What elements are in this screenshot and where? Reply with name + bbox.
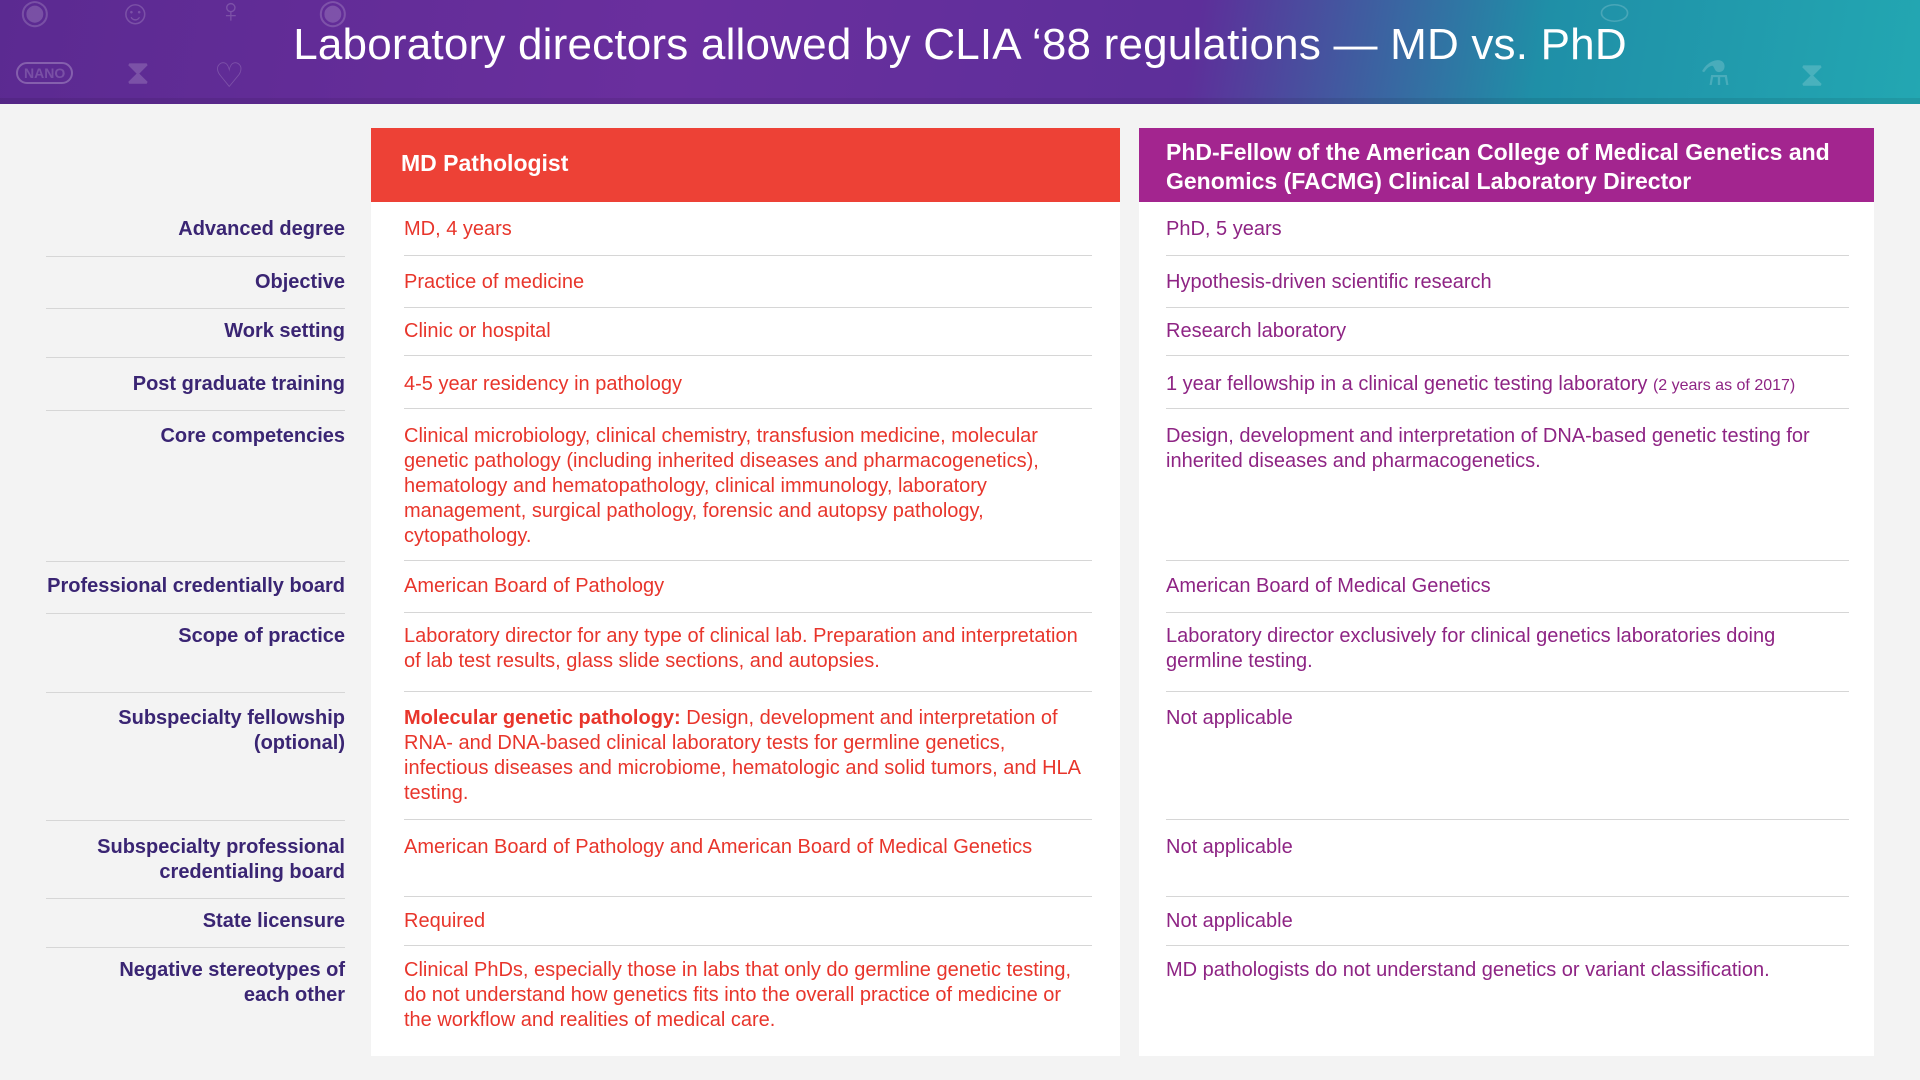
row-divider [1166, 560, 1849, 561]
md-cell: Clinical microbiology, clinical chemistry, transfusion medicine, molecular genetic pathology (including inherited diseases and pharmacogenetics), hematology and hematopathology, clinical immunology, laboratory management, surgical pathology, forensic and autopsy pathology, cytopathology. [404, 425, 1039, 547]
row-divider [46, 561, 345, 562]
row-divider [46, 947, 345, 948]
row-label: Subspecialty fellowship (optional) [118, 707, 345, 754]
phd-cell: PhD, 5 years [1166, 218, 1282, 240]
row-divider [404, 612, 1092, 613]
row-divider [1166, 307, 1849, 308]
row-divider [404, 255, 1092, 256]
row-divider [46, 692, 345, 693]
row-divider [404, 408, 1092, 409]
eye-icon: ◉ [318, 0, 348, 31]
row-label: Post graduate training [132, 373, 345, 395]
md-cell: Laboratory director for any type of clinical lab. Preparation and interpretation of lab test results, glass slide sections, and autopsies. [404, 625, 1078, 672]
row-divider [1166, 896, 1849, 897]
row-divider [46, 410, 345, 411]
row-divider [1166, 819, 1849, 820]
row-label: Objective [254, 271, 345, 293]
md-cell: Practice of medicine [404, 271, 585, 293]
row-label: Core competencies [160, 425, 345, 447]
md-cell: Clinic or hospital [404, 320, 551, 342]
row-divider [46, 308, 345, 309]
nano-icon: NANO [16, 62, 73, 84]
row-divider [46, 898, 345, 899]
phd-column-header: PhD-Fellow of the American College of Medical Genetics and Genomics (FACMG) Clinical Laboratory Director [1139, 128, 1874, 202]
md-cell: 4-5 year residency in pathology [404, 373, 682, 395]
banner-shadow [0, 98, 1920, 104]
row-divider [404, 307, 1092, 308]
pill-icon: ⬭ [1600, 0, 1630, 32]
row-label: Work setting [224, 320, 345, 342]
row-divider [404, 691, 1092, 692]
row-divider [404, 560, 1092, 561]
row-label: Scope of practice [178, 625, 345, 647]
row-divider [46, 256, 345, 257]
phd-cell: American Board of Medical Genetics [1166, 575, 1491, 597]
md-cell: Required [404, 910, 486, 932]
row-divider [404, 945, 1092, 946]
row-divider [1166, 691, 1849, 692]
phd-cell [1166, 372, 1850, 398]
phd-cell: Not applicable [1166, 836, 1293, 858]
hourglass-icon: ⧗ [126, 54, 150, 92]
tube-icon: ⚗ [1700, 55, 1731, 93]
row-divider [1166, 355, 1849, 356]
phd-cell-note: (2 years as of 2017) [1652, 377, 1796, 394]
page-title: Laboratory directors allowed by CLIA ‘88 regulations — MD vs. PhD [293, 20, 1627, 69]
phd-cell-text: 1 year fellowship in a clinical genetic testing laboratory [1166, 373, 1648, 395]
phd-cell: Not applicable [1166, 910, 1293, 932]
row-label: Subspecialty professional credentialing board [97, 836, 345, 883]
phd-cell: Hypothesis-driven scientific research [1166, 271, 1492, 293]
phd-cell: Research laboratory [1166, 320, 1347, 342]
row-label: State licensure [202, 910, 345, 932]
md-cell: American Board of Pathology [404, 575, 665, 597]
gender-icon: ♀ [218, 0, 244, 30]
md-cell-text: Design, development and interpretation of RNA- and DNA-based clinical laboratory tests for germline genetics, infectious diseases and microbiome, hematologic and solid tumors, and HLA testing. [404, 707, 1080, 804]
row-label: Professional credentially board [47, 575, 345, 597]
phd-cell: MD pathologists do not understand genetics or variant classification. [1166, 959, 1770, 981]
md-cell: MD, 4 years [404, 218, 512, 240]
row-divider [46, 820, 345, 821]
phd-cell: Not applicable [1166, 707, 1293, 729]
row-divider [404, 819, 1092, 820]
row-divider [1166, 612, 1849, 613]
title-banner [0, 0, 1920, 104]
row-divider [46, 357, 345, 358]
row-label: Negative stereotypes of each other [119, 959, 345, 1006]
md-cell: American Board of Pathology and American Board of Medical Genetics [404, 836, 1033, 858]
md-column-header: MD Pathologist [371, 128, 1120, 202]
eye-icon: ◉ [20, 0, 50, 31]
row-label: Advanced degree [178, 218, 345, 240]
row-divider [1166, 945, 1849, 946]
row-divider [46, 613, 345, 614]
row-divider [1166, 408, 1849, 409]
phd-cell: Laboratory director exclusively for clinical genetics laboratories doing germline testing. [1166, 625, 1776, 672]
row-divider [1166, 255, 1849, 256]
md-cell-bold: Molecular genetic pathology: [404, 707, 681, 729]
heart-icon: ♡ [214, 57, 245, 95]
md-cell [404, 706, 1094, 806]
row-divider [404, 355, 1092, 356]
hourglass-icon: ⧗ [1800, 56, 1824, 94]
row-divider [404, 896, 1092, 897]
person-icon: ☺ [118, 0, 153, 32]
phd-cell: Design, development and interpretation of DNA-based genetic testing for inherited diseases and pharmacogenetics. [1166, 425, 1810, 472]
md-cell: Clinical PhDs, especially those in labs that only do germline genetic testing, do not understand how genetics fits into the overall practice of medicine or the workflow and realities of medical care. [404, 959, 1072, 1031]
